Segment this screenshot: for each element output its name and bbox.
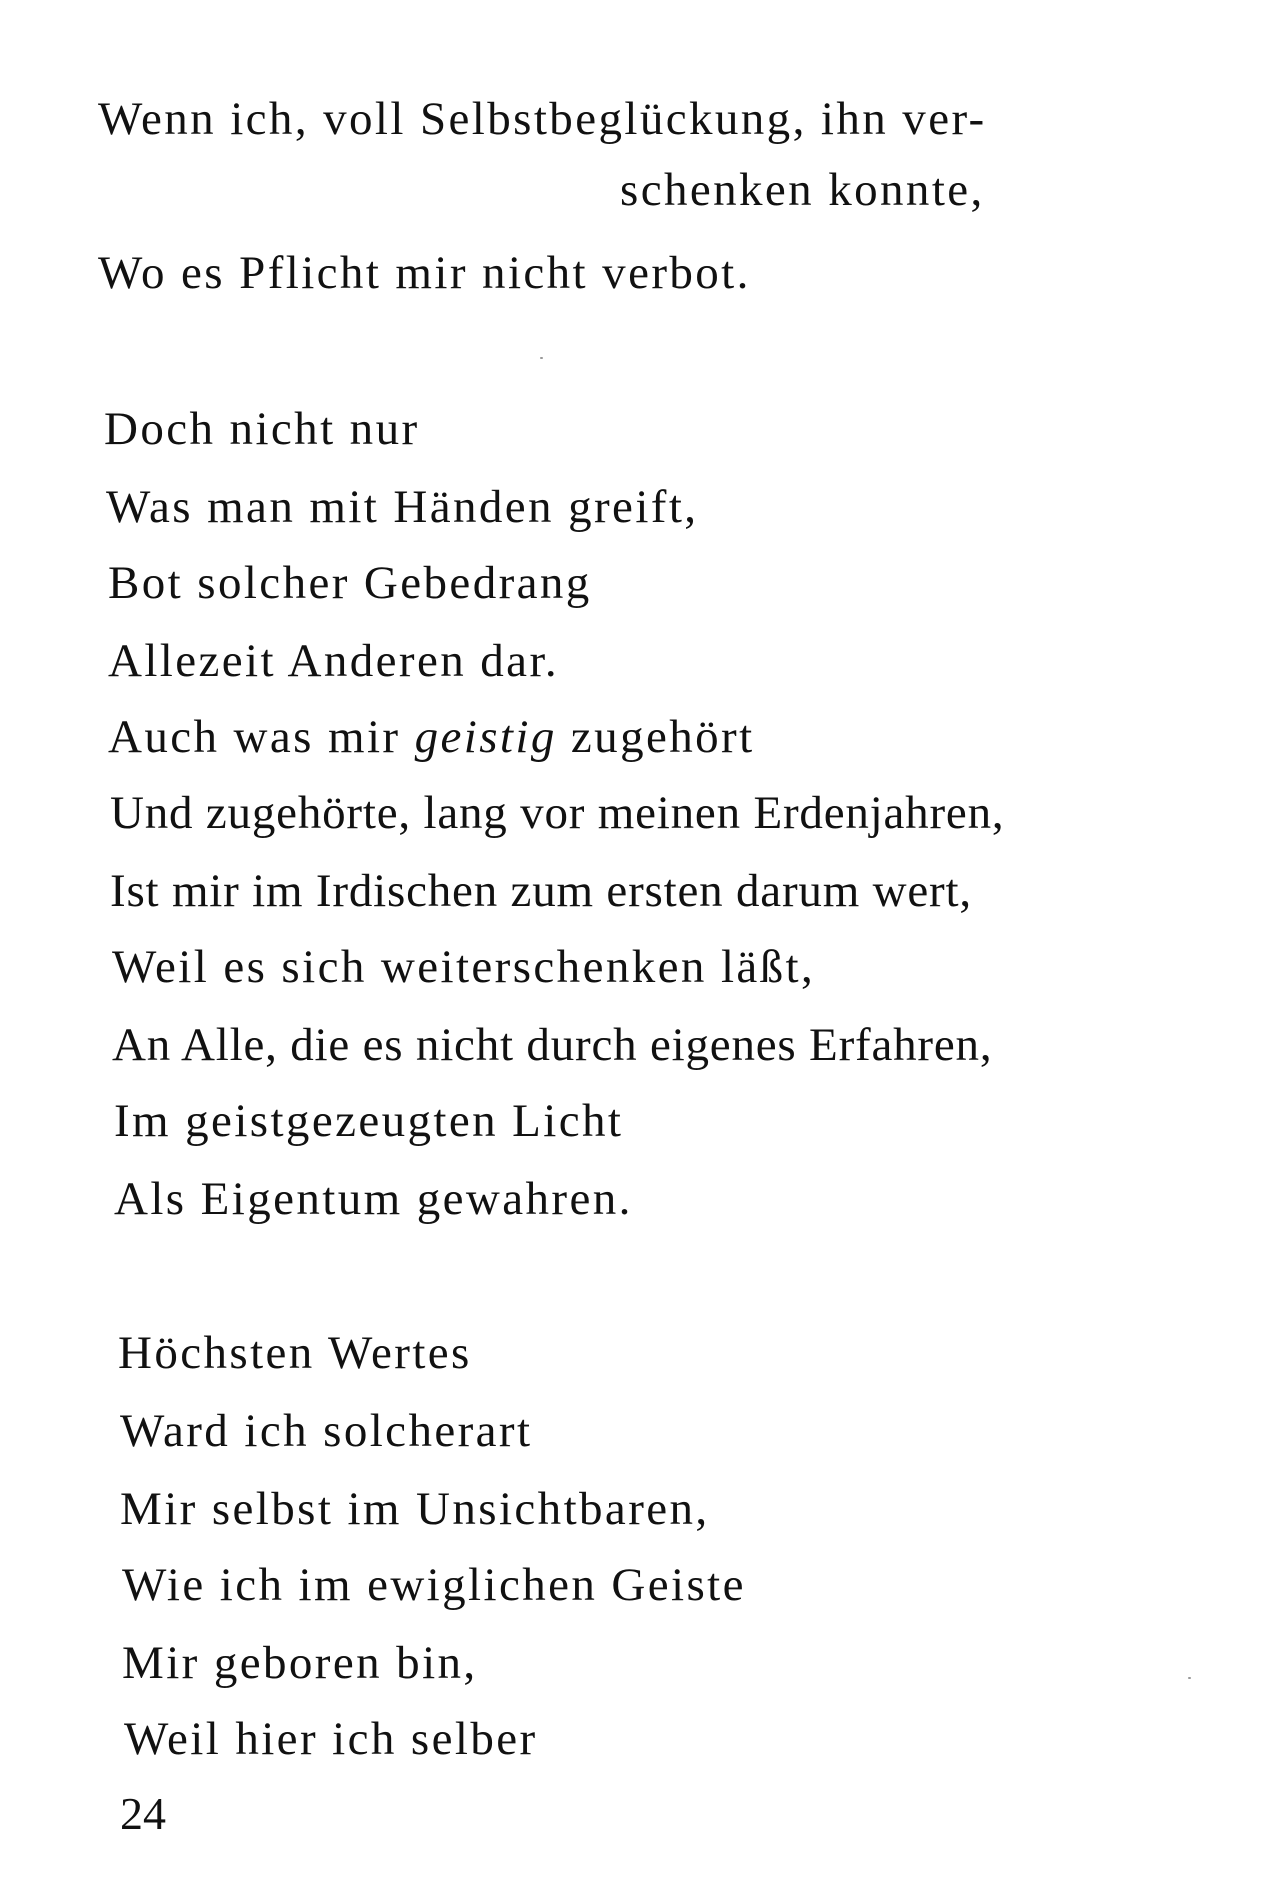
poem-line	[108, 711, 755, 763]
poem-line: Ward ich solcherart	[120, 1405, 533, 1457]
poem-line: Weil es sich weiterschenken läßt,	[112, 941, 816, 993]
poem-line: Wo es Pflicht mir nicht verbot.	[98, 247, 751, 299]
scan-speck	[1188, 1677, 1191, 1679]
page-number: 24	[120, 1788, 166, 1839]
poem-line: Mir geboren bin,	[122, 1637, 478, 1689]
poem-line: Weil hier ich selber	[124, 1713, 538, 1765]
poem-line: Doch nicht nur	[104, 403, 420, 455]
poem-line: Was man mit Händen greift,	[106, 481, 699, 533]
poem-line: Allezeit Anderen dar.	[108, 635, 560, 687]
poem-line-part: Auch was mir	[108, 711, 415, 763]
poem-line: Ist mir im Irdischen zum ersten darum wert,	[110, 865, 972, 917]
poem-line: Mir selbst im Unsichtbaren,	[120, 1483, 710, 1535]
poem-line: Als Eigentum gewahren.	[114, 1173, 633, 1225]
poem-line-part: zugehört	[556, 711, 755, 763]
poem-line: Wenn ich, voll Selbstbeglückung, ihn ver-	[98, 93, 987, 145]
poem-line: Und zugehörte, lang vor meinen Erdenjahren,	[110, 787, 1005, 839]
poem-line: Bot solcher Gebedrang	[108, 557, 592, 609]
poem-line: Wie ich im ewiglichen Geiste	[122, 1559, 746, 1611]
poem-emphasis: geistig	[414, 711, 557, 763]
poem-line: schenken konnte,	[620, 164, 985, 216]
poem-line: Im geistgezeugten Licht	[114, 1095, 624, 1147]
scan-speck	[540, 357, 543, 359]
poem-line: An Alle, die es nicht durch eigenes Erfahren,	[112, 1019, 993, 1071]
poem-line: Höchsten Wertes	[118, 1327, 472, 1379]
